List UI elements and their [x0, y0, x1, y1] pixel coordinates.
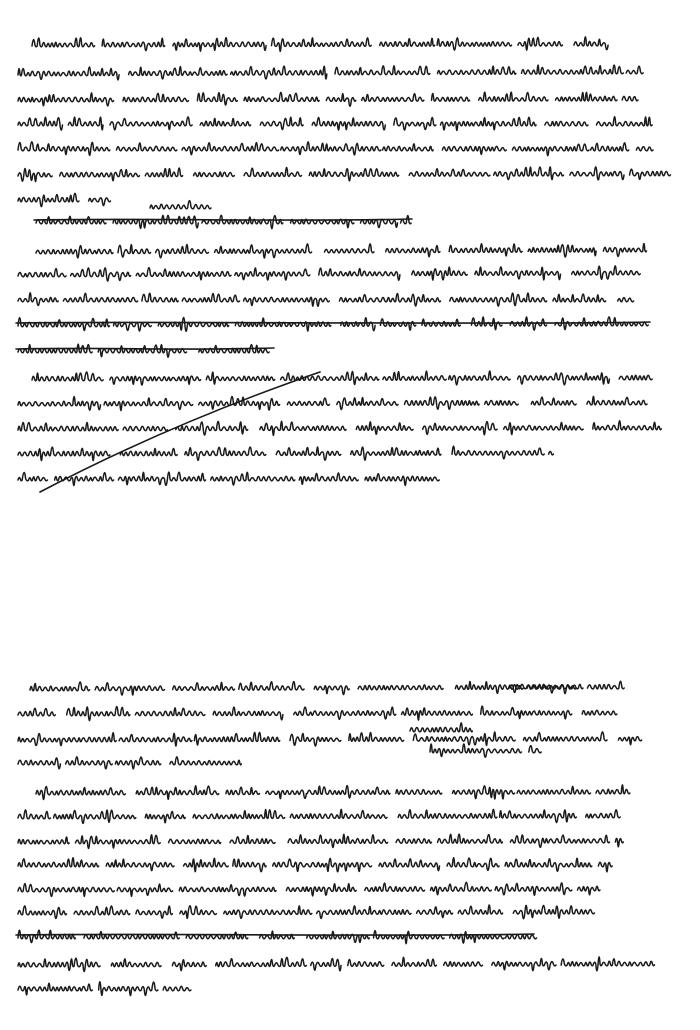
handwritten-line — [18, 142, 653, 156]
handwritten-line — [18, 982, 191, 996]
handwritten-line — [18, 834, 623, 848]
interlinear-insertion — [150, 201, 211, 209]
lower-passage — [16, 681, 655, 995]
strikethrough-mark — [16, 934, 534, 935]
handwritten-line — [18, 706, 617, 720]
handwritten-line — [18, 266, 640, 281]
handwritten-line — [18, 757, 241, 769]
handwritten-line — [18, 446, 553, 460]
handwritten-line — [18, 293, 634, 306]
handwritten-line — [32, 371, 652, 385]
handwritten-line — [18, 732, 642, 746]
interlinear-insertion — [430, 744, 541, 757]
interlinear-insertion — [410, 723, 472, 732]
handwritten-line — [18, 472, 439, 485]
handwritten-line — [18, 317, 648, 331]
handwritten-line — [18, 957, 655, 972]
handwritten-line — [36, 785, 630, 800]
handwritten-line — [18, 117, 652, 131]
handwritten-line — [18, 167, 670, 182]
handwritten-line — [18, 930, 537, 944]
handwritten-line — [30, 681, 624, 695]
handwritten-line — [18, 396, 647, 410]
handwritten-line — [36, 244, 647, 258]
handwritten-line — [18, 92, 638, 106]
upper-passage — [16, 37, 670, 492]
handwritten-line — [18, 809, 620, 823]
strikethrough-mark — [16, 322, 650, 323]
handwritten-line — [18, 344, 269, 357]
handwritten-line — [36, 215, 411, 228]
handwritten-line — [18, 858, 612, 872]
handwritten-line — [18, 65, 643, 80]
strikethrough-mark — [16, 348, 274, 349]
strikethrough-mark — [34, 219, 412, 220]
handwritten-line — [32, 37, 608, 51]
handwritten-line — [18, 193, 111, 206]
handwritten-line — [18, 421, 661, 435]
handwritten-line — [18, 882, 600, 896]
handwritten-line — [18, 905, 594, 919]
